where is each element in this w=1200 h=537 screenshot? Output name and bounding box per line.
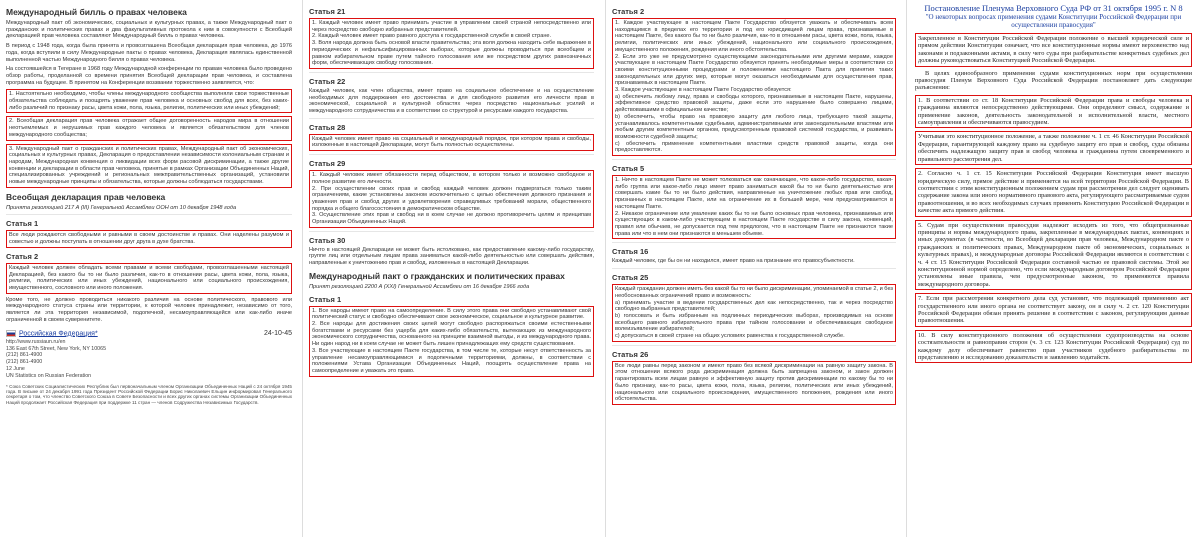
divider <box>612 345 896 346</box>
c2-art22-title: Статья 22 <box>309 76 346 86</box>
un-member-entry <box>6 330 292 337</box>
col1-highlight-1: 1. Настоятельно необходимо, чтобы члены международного сообщества выполняли свои торжественные обязательства соблюдать и поощрять уважение прав человека и основных свобод для всех, без каких-либо различий по признаку расы, цвета кожи, пола, языка, религии, политических или иных убеждений; <box>6 89 292 113</box>
ruling-para-7: 7. Если при рассмотрении конкретного дела суд установит, что подлежащий применению акт государственного или иного органа не соответствует закону, он в силу ч. 2 ст. 120 Конституции Российской Федерации обязан принять решение в соответствии с законом, регулирующим данные правоотношения. <box>915 293 1192 327</box>
c2-art22-text: Каждый человек, как член общества, имеет право на социальное обеспечение и на осуществление необходимых для поддержания его достоинства и для свободного развития его личности прав в экономической, социальной и культурной областях через посредство национальных усилий и международного сотрудничества и в соответствии со структурой и ресурсами каждого государства. <box>309 87 594 115</box>
ruling-para-10: 10. В силу конституционного положения об осуществлении судопроизводства на основе состязательности и равноправия сторон (ч. 3 ст. 123 Конституции Российской Федерации) суд по каждому делу обеспечивает равенство прав участников судебного разбирательства по представлению и исследованию доказательств и заявлению ходатайств. <box>915 330 1192 364</box>
membership-date: 24-10-45 <box>263 329 292 337</box>
udhr-art2b-text: Кроме того, не должно проводиться никакого различия на основе политического, правового или международного статуса страны или территории, к которой человек принадлежит, независимо от того, является ли эта территория независимой, подопечной, несамоуправляющейся или как-либо иначе ограниченной в своем суверенитете. <box>6 296 292 323</box>
divider <box>6 214 292 215</box>
footnote: * Союз Советских Социалистических Республик был первоначальным членом Организации Объединенных Наций с 24 октября 1945 года. В письме от 24 декабря 1991 года Президент Российской Федерации Борис Николаевич Ельцин информировал Генерального секретаря о том, что членство Советского Союза в Совете Безопасности и всех других органах системы Организации Объединенных Наций продолжает Российская Федерация при поддержке 11 стран — членов Содружества Независимых Государств. <box>6 383 292 405</box>
c3-art16-title: Статья 16 <box>612 247 649 257</box>
divider <box>612 242 896 243</box>
ruling-para-intro: Закрепленное в Конституции Российской Федерации положение о высшей юридической силе и прямом действии Конституции означает, что все конституционные нормы имеют верховенство над законами и подзаконными актами, в силу чего суды при разбирательстве конкретных судебных дел должны руководствоваться Конституцией Российской Федерации. <box>915 33 1192 67</box>
russia-flag-icon <box>6 330 16 337</box>
ruling-subtitle: "О некоторых вопросах применения судами Конституции Российской Федерации при осуществлении правосудия" <box>925 13 1182 29</box>
divider <box>612 159 896 160</box>
column-supreme-court-ruling <box>906 0 1200 537</box>
pact-art1-text: 1. Все народы имеют право на самоопределение. В силу этого права они свободно устанавливают свой политический статус и свободно обеспечивают свое экономическое, социальное и культурное развитие. 2. Все народы для достижения своих целей могут свободно распоряжаться своими естественными богатствами и ресурсами без ущерба для каких-либо обязательств, вытекающих из международного экономического сотрудничества, основанного на принципе взаимной выгоды, и из международного права. Ни один народ ни в коем случае не может быть лишен принадлежащих ему средств существования. 3. Все участвующие в настоящем Пакте государства, в том числе те, которые несут ответственность за управление несамоуправляющимися и подопечными территориями, должны, в соответствии с положениями Устава Организации Объединенных Наций, поощрять осуществление права на самоопределение и уважать это право. <box>309 306 594 377</box>
divider <box>309 154 594 155</box>
c2-art21-title: Статья 21 <box>309 7 346 16</box>
divider <box>309 231 594 232</box>
udhr-art2-text: Каждый человек должен обладать всеми правами и всеми свободами, провозглашенными настоящей Декларацией, без какого бы то ни было различия, как-то в отношении расы, цвета кожи, пола, языка, религии, политических или иных убеждений, национального или социального происхождения, имущественного, сословного или иного положения. <box>6 263 292 294</box>
udhr-art2-title: Статья 2 <box>6 251 39 261</box>
contact-address: 136 East 67th Street, New York, NY 10065 <box>6 345 107 352</box>
c3-art5-text: 1. Ничто в настоящем Пакте не может толковаться как означающее, что какое-либо государство, какая-либо группа или какое-либо лицо имеет право заниматься какой бы то ни было деятельностью или совершать какие бы то ни было действия, направленные на уничтожение любых прав или свобод, признанных в настоящем Пакте, или на ограничение их в большей мере, чем предусматривается в настоящем Пакте. 2. Никакое ограничение или умаление каких бы то ни было основных прав человека, признаваемых или существующих в каком-либо участвующем в настоящем Пакте государстве в силу закона, конвенций, правил или обычаев, не допускается под тем предлогом, что в настоящем Пакте не признаются такие права или что в нем они признаются в меньшем объеме. <box>612 175 896 239</box>
ruling-header: Постановление Пленума Верховного Суда РФ от 31 октября 1995 г. N 8 <box>924 3 1183 13</box>
col1-intro-1: Международный пакт об экономических, социальных и культурных правах, а также Международный пакт о гражданских и политических правах и два факультативных протокола к ним в совокупности с Всеобщей декларацией прав человека составляют Международный билль о правах человека. <box>6 20 292 40</box>
column-udhr-articles <box>302 0 600 537</box>
c3-art2-title: Статья 2 <box>612 7 645 16</box>
c2-art21-text: 1. Каждый человек имеет право принимать участие в управлении своей страной непосредственно или через посредство свободно избранных представителей. 2. Каждый человек имеет право равного доступа к государственной службе в своей стране. 3. Воля народа должна быть основой власти правительства; эта воля должна находить себе выражение в периодических и нефальсифицированных выборах, которые должны проводиться при всеобщем и равном избирательном праве путем тайного голосования или же посредством других равнозначных форм, обеспечивающих свободу голосования. <box>309 18 594 69</box>
c3-art16-text: Каждый человек, где бы он ни находился, имеет право на признание его правосубъектности. <box>612 258 855 265</box>
contact-list <box>6 339 292 380</box>
contact-phone: (212) 861-4900 <box>6 352 43 359</box>
ruling-para-1: 1. В соответствии со ст. 18 Конституции Российской Федерации права и свободы человека и гражданина являются непосредственно действующими. Они определяют смысл, содержание и применение законов, деятельность законодательной и исполнительной власти, местного самоуправления и обеспечиваются правосудием. <box>915 95 1192 129</box>
udhr-art1-title: Статья 1 <box>6 219 39 229</box>
c3-art2-text: 1. Каждое участвующее в настоящем Пакте Государство обязуется уважать и обеспечивать всем находящимся в пределах его территории и под его юрисдикцией лицам права, признаваемые в настоящем Пакте, без какого бы то ни было различия, как-то в отношении расы, цвета кожи, пола, языка, религии, политических или иных убеждений, национального или социального происхождения, имущественного положения, рождения или иного обстоятельства. 2. Если это уже не предусмотрено существующими законодательными или другими мерами, каждое участвующее в настоящем Пакте Государство обязуется принять необходимые меры в соответствии со своими конституционными процедурами и положениями настоящего Пакта для принятия таких законодательных или других мер, которые могут оказаться необходимыми для осуществления прав, признаваемых в настоящем Пакте. 3. Каждое участвующее в настоящем Пакте Государство обязуется: а) обеспечить любому лицу, права и свободы которого, признаваемые в настоящем Пакте, нарушены, эффективное средство правовой защиты, даже если это нарушение было совершено лицами, действовавшими в официальном качестве; b) обеспечить, чтобы право на правовую защиту для любого лица, требующего такой защиты, устанавливалось компетентными судебными, административными или законодательными властями или любым другим компетентным органом, предусмотренным правовой системой государства, и развивать возможности судебной защиты; c) обеспечить применение компетентными властями средств правовой защиты, когда они предоставляются. <box>612 18 896 156</box>
col1-highlight-3: 3. Международный пакт о гражданских и политических правах, Международный пакт об экономических, социальных и культурных правах, Декларация о предоставлении независимости колониальным странам и народам, Международная конвенция о ликвидации всех форм расовой дискриминации, а также другие конвенции и декларации в области прав человека, принятые в рамках Организации Объединенных Наций, специализированных учреждений и региональных межправительственных организаций, установили новые международные принципы и обязательства, которые должны соблюдаться государствами. <box>6 144 292 188</box>
contact-national-day: 12 June <box>6 366 25 373</box>
c2-art30-title: Статья 30 <box>309 235 346 245</box>
c2-art30-text: Ничто в настоящей Декларации не может быть истолковано, как предоставление какому-либо государству, группе лиц или отдельным лицам права заниматься какой-либо деятельностью или совершать действия, направленные к уничтожению прав и свобод, изложенных в настоящей Декларации. <box>309 246 594 267</box>
c2-art28-text: Каждый человек имеет право на социальный и международный порядок, при котором права и свободы, изложенные в настоящей Декларации, могут быть полностью осуществлены. <box>309 134 594 151</box>
c3-art25-title: Статья 25 <box>612 273 649 283</box>
col1-highlight-2: 2. Всеобщая декларация прав человека отражает общее договоренность народов мира в отношении неотъемлемых и нерушимых прав каждого человека и является обязательством для членов международного сообщества; <box>6 116 292 140</box>
ruling-para-5: 5. Судам при осуществлении правосудия надлежит исходить из того, что общепризнанные принципы и нормы международного права, закрепленные в международных пактах, конвенциях и иных документах (в частности, во Всеобщей декларации прав человека, Международном пакте о гражданских и политических правах, Международном пакте об экономических, социальных и культурных правах), и международные договоры Российской Федерации являются в соответствии с ч. 4 ст. 15 Конституции Российской Федерации составной частью ее правовой системы. Этой же конституционной нормой определено, что если международным договором Российской Федерации установлены иные правила, чем предусмотренные законом, то применяются правила международного договора. <box>915 220 1192 291</box>
pact-title: Международный пакт о гражданских и политических правах <box>309 270 565 281</box>
udhr-art1-text: Все люди рождаются свободными и равными в своем достоинстве и правах. Они наделены разумом и совестью и должны поступать в отношении друг друга в духе братства. <box>6 230 292 247</box>
divider <box>309 118 594 119</box>
ruling-para-2: 2. Согласно ч. 1 ст. 15 Конституции Российской Федерации Конституция имеет высшую юридическую силу, прямое действие и применяется на всей территории Российской Федерации. В соответствии с этим конституционным положением судам при рассмотрении дел следует оценивать содержание закона или иного нормативного правового акта, регулирующего рассматриваемые судом правоотношения, и во всех необходимых случаях применять Конституцию Российской Федерации в качестве акта прямого действия. <box>915 168 1192 216</box>
pact-art1-title: Статья 1 <box>309 294 342 304</box>
column-iccpr-articles <box>605 0 902 537</box>
col1-title: Международный билль о правах человека <box>6 7 187 17</box>
c3-art25-text: Каждый гражданин должен иметь без какой бы то ни было дискриминации, упоминаемой в статье 2, и без необоснованных ограничений право и возможность: a) принимать участие в ведении государственных дел как непосредственно, так и через посредство свободно выбранных представителей; b) голосовать и быть избранным на подлинных периодических выборах, производимых на основе всеобщего равного избирательного права при тайном голосовании и обеспечивающих свободное волеизъявление избирателей; c) допускаться в своей стране на общих условиях равенства к государственной службе. <box>612 284 896 342</box>
contact-url[interactable]: http://www.russiaun.ru/en <box>6 338 66 345</box>
ruling-para-1b: Учитывая это конституционное положение, а также положение ч. 1 ст. 46 Конституции Российской Федерации, гарантирующей каждому право на судебную защиту его прав и свобод, суды обязаны обеспечить надлежащую защиту прав и свобод человека и гражданина путем своевременного и правильного рассмотрения дел. <box>915 131 1192 165</box>
col1-intro-2: В период с 1948 года, когда была принята и провозглашена Всеобщая декларация прав человека, до 1976 года, когда вступили в силу Международные пакты о правах человека, Декларация являлась единственной выполненной частью Международного билля о правах человека. <box>6 43 292 63</box>
c3-art26-text: Все люди равны перед законом и имеют право без всякой дискриминации на равную защиту закона. В этом отношении всякого рода дискриминация должна быть запрещена законом, и закон должен гарантировать всем лицам равную и эффективную защиту против дискриминации по какому бы то ни было признаку, как-то расы, цвета кожи, пола, языка, религии, политических или иных убеждений, национального или социального происхождения, имущественного положения, рождения или иного обстоятельства. <box>612 361 896 405</box>
c2-art29-text: 1. Каждый человек имеет обязанности перед обществом, в котором только и возможно свободное и полное развитие его личности. 2. При осуществлении своих прав и свобод каждый человек должен подвергаться только таким ограничениям, какие установлены законом исключительно с целью обеспечения должного признания и уважения прав и свобод других и удовлетворения справедливых требований морали, общественного порядка и общего благосостояния в демократическом обществе. 3. Осуществление этих прав и свобод ни в коем случае не должно противоречить целям и принципам Организации Объединенных Наций. <box>309 170 594 228</box>
c2-art28-title: Статья 28 <box>309 122 346 132</box>
udhr-note: Принята резолюцией 217 A (III) Генеральной Ассамблеи ООН от 10 декабря 1948 года <box>6 204 237 211</box>
c2-art29-title: Статья 29 <box>309 159 346 169</box>
ruling-para-purpose: В целях единообразного применения судами конституционных норм при осуществлении правосудия Пленум Верховного Суда Российской Федерации постановляет дать следующие разъяснения: <box>915 69 1192 92</box>
col1-intro-3: На состоявшейся в Тегеране в 1968 году Международной конференции по правам человека было проведено обзор работы, проделанной со времени принятия Всеобщей декларации прав человека, и составлена программа на будущее. В принятом на Конференции воззвании торжественно заявляется, что: <box>6 66 292 86</box>
russia-link[interactable]: Российская Федерация* <box>19 329 98 337</box>
divider <box>612 268 896 269</box>
c3-art5-title: Статья 5 <box>612 164 645 174</box>
udhr-title: Всеобщая декларация прав человека <box>6 191 166 202</box>
pact-note: Принят резолюцией 2200 A (XXI) Генеральной Ассамблеи от 16 декабря 1966 года <box>309 283 530 290</box>
contact-fax: (212) 861-4900 <box>6 359 43 366</box>
divider <box>309 72 594 73</box>
c3-art26-title: Статья 26 <box>612 349 649 359</box>
contact-stats[interactable]: UN Statistics on Russian Federation <box>6 372 92 379</box>
column-bill-of-rights <box>0 0 298 537</box>
